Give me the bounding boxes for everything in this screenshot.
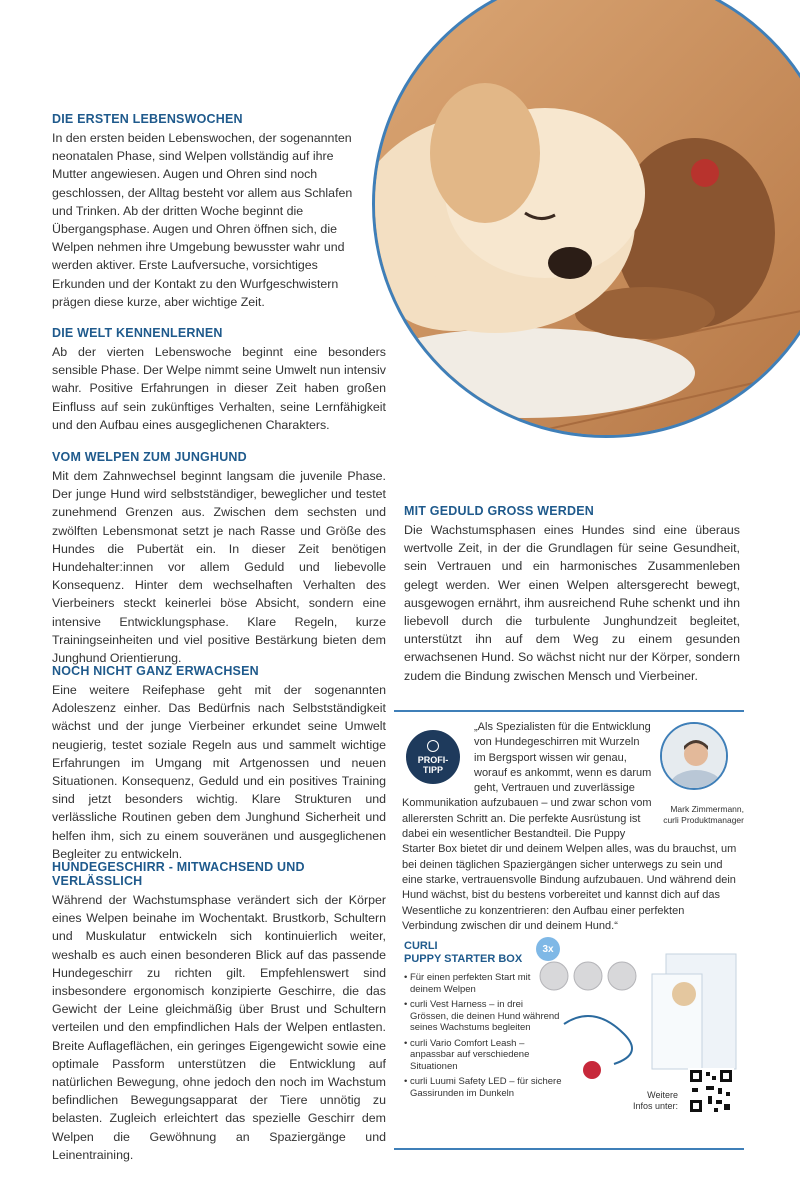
section-heading: HUNDEGESCHIRR - MITWACHSEND UND VERLÄSSLICH	[52, 860, 305, 888]
section-harness	[52, 860, 386, 1164]
section-not-grown-up	[52, 664, 386, 863]
badge-line-1: PROFI-	[417, 754, 449, 765]
section-discover-world	[52, 326, 386, 434]
section-text: Während der Wachstumsphase verändert sich der Körper eines Welpen beinahe im Wochentakt. Brustkorb, Schultern und Muskulatur entwickeln sich kontinuierlich weiter, weshalb es auch einen besonderen Blick auf das passende Hundegeschirr zu richten gilt. Empfehlenswert sind insbesondere ergonomisch konzipierte Geschirre, die das Gewicht der Leine gleichmäßig über Brust und Schultern verteilen und den empfindlichen Hals der Welpen entlasten. Breite Auflageflächen, ein geringes Eigengewicht sowie eine optimale Passform unterstützen die Entwicklung auf natürlichen Bewegung, ohne jedoch den noch im Wachstum befindlichen Bewegungsapparat der Tiere unnötig zu belasten. Zugleich erleichtert das spezielle Geschirr dem Welpen die Gewöhnung an Spaziergänge und Leinentraining.	[52, 893, 386, 1162]
quantity-badge: 3x	[536, 937, 560, 961]
product-brand: CURLI	[404, 940, 438, 952]
section-text: Eine weitere Reifephase geht mit der sogenannten Adoleszenz einher. Das Bedürfnis nach Selbstständigkeit wächst und der junge Vierbeiner erkundet seine Umwelt neugierig, testet soziale Regeln aus und sammelt wichtige Erfahrungen im Umgang mit Artgenossen und neuen Situationen. Konsequenz, Geduld und ein positives Training sind jetzt besonders wichtig. Klare Strukturen und verlässliche Routinen geben dem Junghund Sicherheit und helfen ihm, sich zu einem souveränen und ausgeglichenen Begleiter zu entwickeln.	[52, 683, 386, 861]
section-heading: MIT GEDULD GROSS WERDEN	[404, 504, 595, 518]
section-text: Ab der vierten Lebenswoche beginnt eine besonders sensible Phase. Der Welpe nimmt seine Umwelt nun intensiv wahr. Positive Erfahrungen in dieser Zeit haben großen Einfluss auf sein zukünftiges Verhalten, seine Lernfähigkeit und den Aufbau eines ausgeglichenen Charakters.	[52, 345, 386, 432]
section-grow-with-patience	[404, 504, 740, 685]
section-heading: DIE ERSTEN LEBENSWOCHEN	[52, 112, 243, 126]
section-text: In den ersten beiden Lebenswochen, der sogenannten neonatalen Phase, sind Welpen vollständig auf ihre Mutter angewiesen. Augen und Ohren sind noch geschlossen, der Alltag besteht vor allem aus Schlafen und Trinken. Ab der dritten Woche beginnt die Übergangsphase. Augen und Ohren öffnen sich, die Welpen nehmen ihre Umgebung bewusster wahr und werden aktiver. Erste Laufversuche, vorsichtiges Erkunden und der Kontakt zu den Wurfgeschwistern prägen diese kurze, aber wichtige Zeit.	[52, 131, 353, 309]
more-info-line-2: Infos unter:	[632, 1101, 678, 1111]
quote-text: „Als Spezialisten für die Entwicklung von Hundegeschirren mit Wurzeln im Bergsport wissen wir genau, worauf es ankommt, wenn es darum geht, Vertrauen und zuverlässige Kommunikation aufzubauen – und zwar schon vom allerersten Schritt an. Die perfekte Ausrüstung ist dabei ein wesentlicher Bestandteil. Die Puppy Starter Box bietet dir und deinem Welpen alles, was du brauchst, um bei deinen täglichen Spaziergängen sicher unterwegs zu sein und eine starke, vertrauensvolle Bindung aufzubauen. Und während dein Hund wächst, bist du bestens vorbereitet und kannst dich auf das Wesentliche zu konzentrieren: den Aufbau einer perfekten Verbindung zwischen dir und deinem Hund.“	[402, 721, 737, 932]
section-text: Die Wachstumsphasen eines Hundes sind eine überaus wertvolle Zeit, in der die Grundlagen für seine Gesundheit, sein Vertrauen und ein harmonisches Zusammenleben gelegt werden. Wer einen Welpen altersgerecht bewegt, ausgewogen ernährt, ihm ausreichend Ruhe schenkt und ihn liebevoll durch die turbulente Junghundzeit begleitet, unterstützt ihn auf dem Weg zu einem gesunden erwachsenen Hund. So wächst nicht nur der Körper, sondern zudem die Bindung zwischen Mensch und Vierbeiner.	[404, 523, 740, 683]
more-info-line-1: Weitere	[647, 1090, 678, 1100]
portrait-photo	[660, 722, 728, 790]
section-puppy-to-junior	[52, 450, 386, 667]
list-item: • curli Vario Comfort Leash – anpassbar auf verschiedene Situationen	[404, 1037, 530, 1072]
portrait-caption	[648, 804, 744, 826]
section-heading: NOCH NICHT GANZ ERWACHSEN	[52, 664, 259, 678]
caption-role: curli Produktmanager	[663, 815, 744, 825]
section-first-weeks	[52, 112, 360, 311]
list-item: • curli Luumi Safety LED – für sichere Gassirunden im Dunkeln	[404, 1076, 562, 1099]
more-info-label	[616, 1090, 678, 1112]
caption-name: Mark Zimmermann,	[670, 804, 744, 814]
list-item: • Für einen perfekten Start mit deinem Welpen	[404, 972, 531, 995]
list-item: • curli Vest Harness – in drei Grössen, die deinen Hund während seines Wachstums begleiten	[404, 999, 560, 1033]
section-heading: DIE WELT KENNENLERNEN	[52, 326, 223, 340]
product-image	[534, 934, 744, 1084]
section-heading: VOM WELPEN ZUM JUNGHUND	[52, 450, 247, 464]
badge-line-2: TIPP	[422, 764, 443, 775]
section-text: Mit dem Zahnwechsel beginnt langsam die juvenile Phase. Der junge Hund wird selbstständiger, beweglicher und testet zunehmend Grenzen aus. Zwischen dem sechsten und zwölften Lebensmonat setzt je nach Rasse und Größe des Hundes die Pubertät ein. In dieser Zeit benötigen Hundehalter:innen vor allem Geduld und liebevolle Konsequenz. Hinter dem wechselhaften Verhalten des Vierbeiners steckt keinerlei böse Absicht, sondern eine intensive Entwicklungsphase. Klare Regeln, kurze Trainingseinheiten und viel positive Bestärkung bieten dem Junghund Orientierung.	[52, 469, 386, 666]
pro-tip-box	[394, 710, 744, 1150]
puppy-photo	[372, 0, 800, 438]
product-name: PUPPY STARTER BOX	[404, 953, 523, 965]
product-title	[404, 940, 522, 966]
qr-code-icon[interactable]	[688, 1068, 734, 1114]
